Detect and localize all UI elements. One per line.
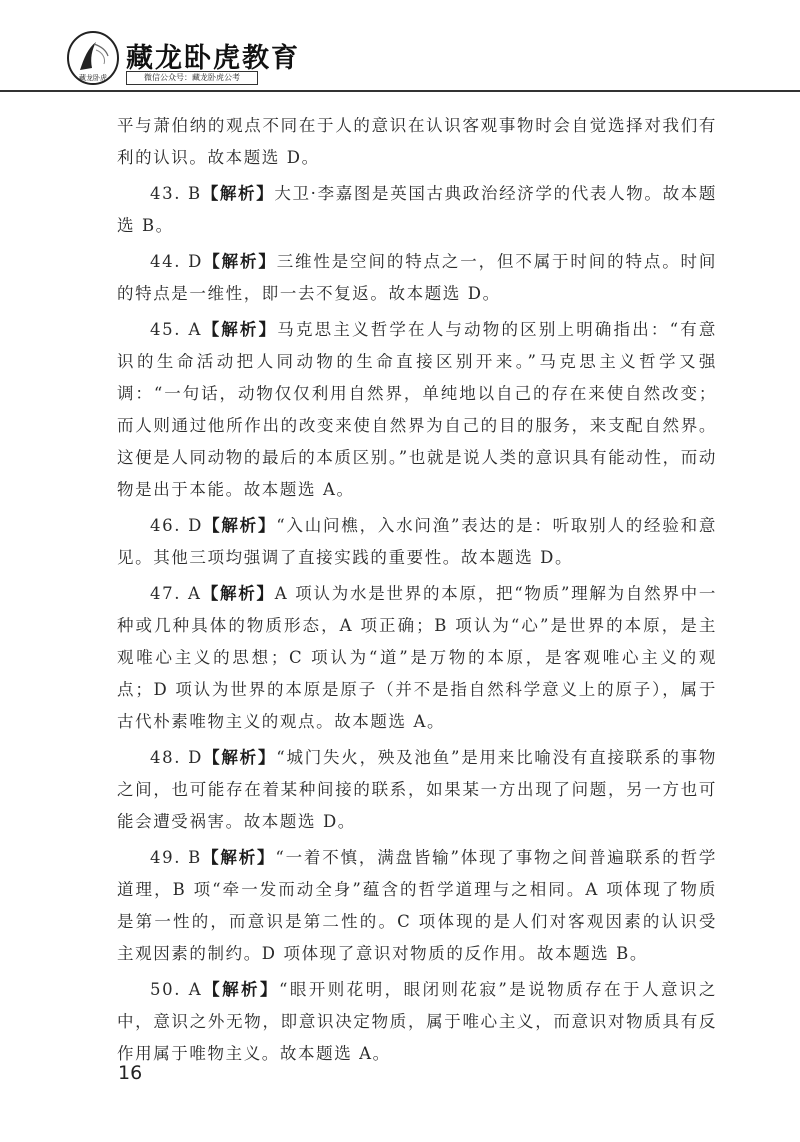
answer-number: 43. B [150, 184, 202, 203]
analysis-tag: 【解析】 [201, 184, 275, 203]
analysis-tag: 【解析】 [202, 748, 277, 767]
analysis-tag: 【解析】 [201, 584, 275, 603]
explanation-text: “入山问樵，入水问渔”表达的是：听取别人的经验和意见。其他三项均强调了直接实践的重要性。故本题选 D。 [117, 516, 718, 567]
explanation-44 [117, 246, 717, 310]
explanation-text: 马克思主义哲学在人与动物的区别上明确指出：“有意识的生命活动把人同动物的生命直接区别开来。”马克思主义哲学又强调：“一句话，动物仅仅利用自然界，单纯地以自己的存在来使自然改变；而人则通过他所作出的改变来使自然界为自己的目的服务，来支配自然界。这便是人同动物的最后的本质区别。”也就是说人类的意识具有能动性，而动物是出于本能。故本题选 A。 [117, 320, 717, 499]
answer-explanations [117, 110, 717, 1074]
logo-icon [66, 30, 120, 86]
answer-number: 44. D [150, 252, 203, 271]
explanation-43 [117, 178, 717, 242]
answer-number: 49. B [150, 848, 202, 867]
answer-number: 48. D [150, 748, 203, 767]
header-subtitle: 微信公众号：藏龙卧虎公考 [126, 71, 258, 85]
explanation-text: “一着不慎，满盘皆输”体现了事物之间普遍联系的哲学道理，B 项“牵一发而动全身”蕴含的哲学道理与之相同。A 项体现了物质是第一性的，而意识是第二性的。C 项体现的是人们对客观因素的认识受主观因素的制约。D 项体现了意识对物质的反作用。故本题选 B。 [117, 848, 717, 963]
answer-number: 47. A [150, 584, 202, 603]
explanation-45 [117, 314, 717, 506]
explanation-text: 三维性是空间的特点之一，但不属于时间的特点。时间的特点是一维性，即一去不复返。故本题选 D。 [117, 252, 718, 303]
answer-number: 50. A [150, 980, 203, 999]
analysis-tag: 【解析】 [202, 252, 277, 271]
explanation-47 [117, 578, 717, 738]
explanation-46 [117, 510, 717, 574]
intro-paragraph: 平与萧伯纳的观点不同在于人的意识在认识客观事物时会自觉选择对我们有利的认识。故本题选 D。 [117, 116, 717, 167]
explanation-49 [117, 842, 717, 970]
analysis-tag: 【解析】 [202, 516, 277, 535]
brand-name: 藏龙卧虎教育 [126, 43, 300, 74]
explanation-50 [117, 974, 717, 1070]
explanation-48 [117, 742, 717, 838]
analysis-tag: 【解析】 [202, 980, 279, 999]
explanation-text: A 项认为水是世界的本原，把“物质”理解为自然界中一种或几种具体的物质形态，A 项正确；B 项认为“心”是世界的本原，是主观唯心主义的思想；C 项认为“道”是万物的本原，是客观唯心主义的观点；D 项认为世界的本原是原子（并不是指自然科学意义上的原子），属于古代朴素唯物主义的观点。故本题选 A。 [117, 584, 718, 731]
answer-number: 45. A [150, 320, 202, 339]
explanation-text: 大卫·李嘉图是英国古典政治经济学的代表人物。故本题选 B。 [117, 184, 717, 235]
analysis-tag: 【解析】 [201, 848, 276, 867]
analysis-tag: 【解析】 [201, 320, 278, 339]
explanation-text: “眼开则花明，眼闭则花寂”是说物质存在于人意识之中，意识之外无物，即意识决定物质，属于唯心主义，而意识对物质具有反作用属于唯物主义。故本题选 A。 [117, 980, 717, 1063]
svg-text:藏龙卧虎: 藏龙卧虎 [79, 74, 107, 82]
explanation-text: “城门失火，殃及池鱼”是用来比喻没有直接联系的事物之间，也可能存在着某种间接的联系，如果某一方出现了问题，另一方也可能会遭受祸害。故本题选 D。 [117, 748, 718, 831]
page-number: 16 [118, 1062, 143, 1084]
page-header [0, 0, 800, 92]
header-divider [0, 90, 800, 92]
answer-number: 46. D [150, 516, 203, 535]
